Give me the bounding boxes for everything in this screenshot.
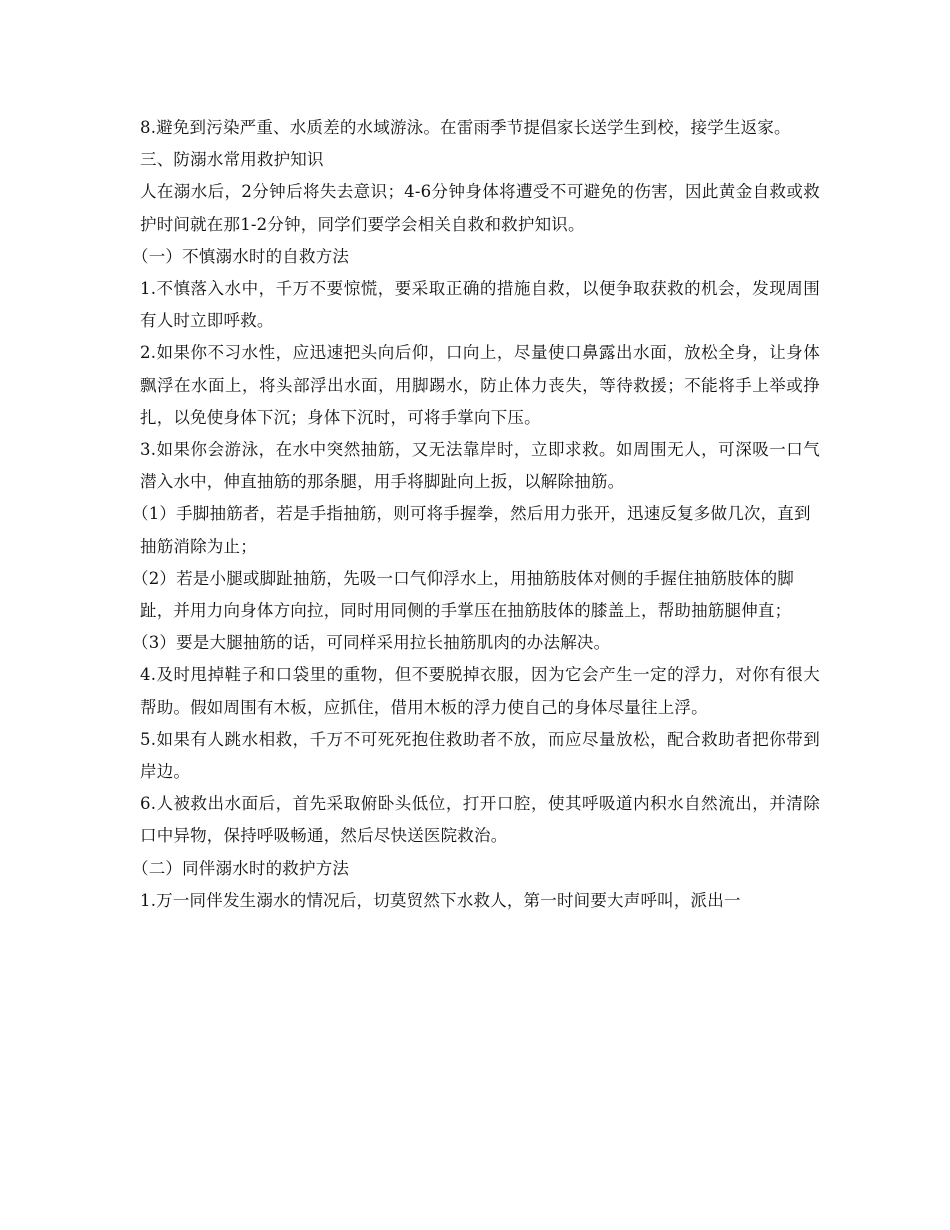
paragraph-self-rescue-2: 2.如果你不习水性，应迅速把头向后仰，口向上，尽量使口鼻露出水面，放松全身，让身体飘浮在水面上，将头部浮出水面，用脚踢水，防止体力丧失，等待救援；不能将手上举或挣扎，以免使身体下沉；身体下沉时，可将手掌向下压。	[140, 343, 820, 427]
section-heading-rescue-knowledge: 三、防溺水常用救护知识	[140, 150, 324, 170]
document-body	[132, 112, 820, 917]
paragraph-cramp-calf: （2）若是小腿或脚趾抽筋，先吸一口气仰浮水上，用抽筋肢体对侧的手握住抽筋肢体的脚趾，并用力向身体方向拉，同时用同侧的手掌压在抽筋肢体的膝盖上，帮助抽筋腿伸直；	[132, 568, 794, 621]
subsection-heading-self-rescue: （一）不慎溺水时的自救方法	[132, 246, 350, 266]
subsection-heading-companion-rescue: （二）同伴溺水时的救护方法	[132, 858, 350, 878]
paragraph-companion-rescue-1: 1.万一同伴发生溺水的情况后，切莫贸然下水救人，第一时间要大声呼叫，派出一	[140, 890, 741, 910]
paragraph-cramp-thigh: （3）要是大腿抽筋的话，可同样采用拉长抽筋肌肉的办法解决。	[132, 633, 611, 653]
paragraph-self-rescue-4: 4.及时甩掉鞋子和口袋里的重物，但不要脱掉衣服，因为它会产生一定的浮力，对你有很大帮助。假如周围有木板，应抓住，借用木板的浮力使自己的身体尽量往上浮。	[140, 665, 820, 717]
paragraph-self-rescue-3: 3.如果你会游泳，在水中突然抽筋，又无法靠岸时，立即求救。如周围无人，可深吸一口气潜入水中，伸直抽筋的那条腿，用手将脚趾向上扳，以解除抽筋。	[140, 440, 820, 492]
paragraph-self-rescue-1: 1.不慎落入水中，千万不要惊慌，要采取正确的措施自救，以便争取获救的机会，发现周围有人时立即呼救。	[140, 279, 820, 331]
paragraph-self-rescue-6: 6.人被救出水面后，首先采取俯卧头低位，打开口腔，使其呼吸道内积水自然流出，并清除口中异物，保持呼吸畅通，然后尽快送医院救治。	[140, 794, 820, 846]
paragraph-item-8-continued: 8.避免到污染严重、水质差的水域游泳。在雷雨季节提倡家长送学生到校，接学生返家。	[140, 118, 791, 137]
paragraph-cramp-hand: （1）手脚抽筋者，若是手指抽筋，则可将手握拳，然后用力张开，迅速反复多做几次，直到抽筋消除为止；	[132, 504, 811, 556]
paragraph-golden-time: 人在溺水后，2分钟后将失去意识；4-6分钟身体将遭受不可避免的伤害，因此黄金自救或救护时间就在那1-2分钟，同学们要学会相关自救和救护知识。	[140, 182, 820, 234]
paragraph-self-rescue-5: 5.如果有人跳水相救，千万不可死死抱住救助者不放，而应尽量放松，配合救助者把你带到岸边。	[140, 729, 820, 782]
